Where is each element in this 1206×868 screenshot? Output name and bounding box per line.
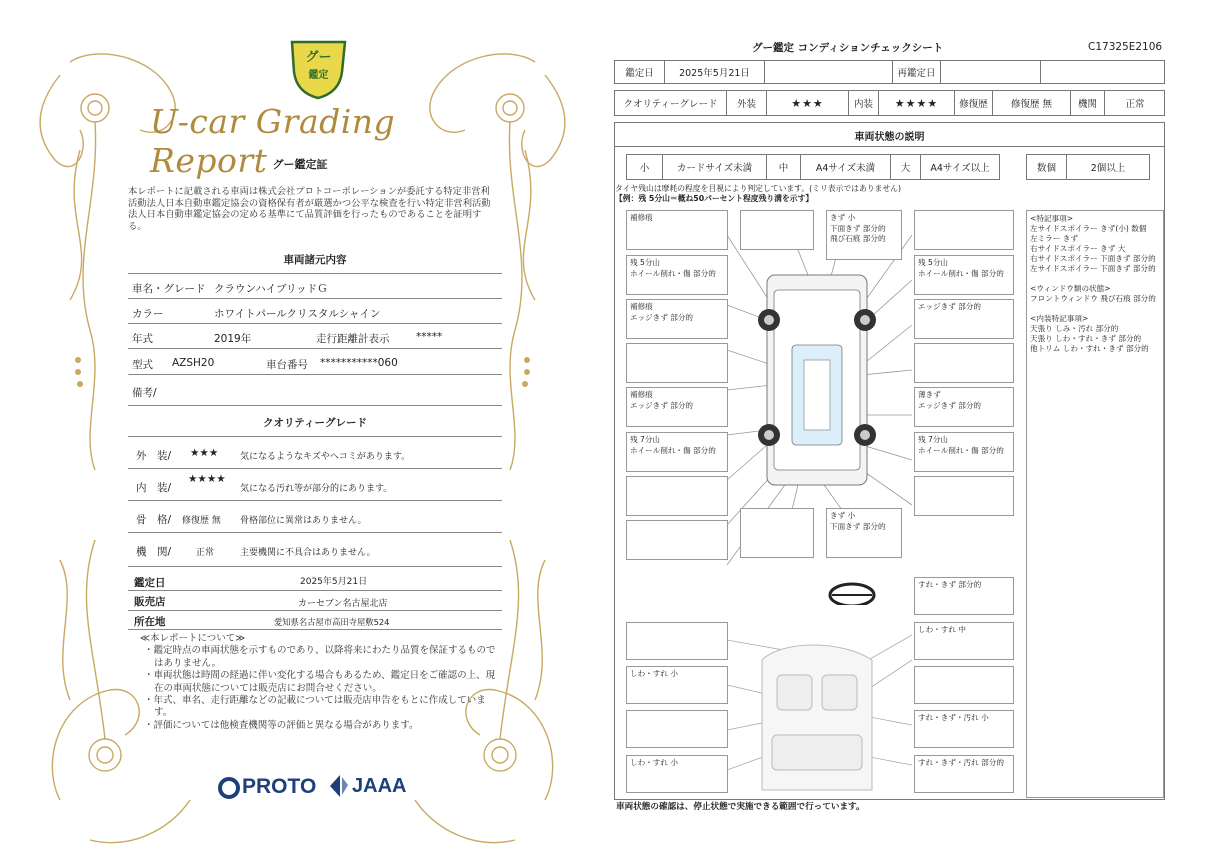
engine-label: 機関 <box>1071 91 1105 115</box>
annotation-right: 薄きず エッジきず 部分的 <box>914 387 1014 427</box>
shop-label: 販売店 <box>134 596 166 608</box>
repair-label: 修復歴 <box>955 91 993 115</box>
annotation-front-left <box>740 210 814 250</box>
mileage-label: 走行距離計表示 <box>316 333 390 345</box>
tire-note-2: 【例：残 5分山＝概ね50パーセント程度残り溝を示す】 <box>615 194 814 203</box>
annotation-right <box>914 476 1014 516</box>
annotation-right: 残 5分山 ホイール削れ・傷 部分的 <box>914 255 1014 295</box>
sheet-footer: 車両状態の確認は、停止状態で実施できる範囲で行っています。 <box>616 802 865 812</box>
name-value: クラウンハイブリッドＧ <box>214 283 328 295</box>
count-label: 数個 <box>1027 155 1067 179</box>
badge-label-2: 鑑定 <box>308 70 329 81</box>
annotation-right: 残 7分山 ホイール削れ・傷 部分的 <box>914 432 1014 472</box>
annotation-left <box>626 343 728 383</box>
proto-logo-icon <box>218 777 240 799</box>
count-legend <box>1026 154 1150 180</box>
note-item: ・車両状態は時間の経過に伴い変化する場合もあるため、鑑定日をご確認の上、現在の車両状態については販売店にお問合せください。 <box>144 670 496 694</box>
interior-annotation-right <box>914 666 1014 704</box>
note-item: ・評価については他検査機関等の評価と異なる場合があります。 <box>144 719 419 731</box>
interior-annotation-left <box>626 710 728 748</box>
tire-note-1: タイヤ残山は摩耗の程度を目視により判定しています。(ミリ表示ではありません) <box>615 184 901 193</box>
notes-heading: ≪本レポートについて≫ <box>140 633 246 644</box>
annotation-front: きず 小 下面きず 部分的 飛び石痕 部分的 <box>826 210 902 260</box>
badge-label-1: グー <box>305 50 332 65</box>
chassis-value: ***********060 <box>320 357 398 369</box>
condition-check-sheet <box>612 0 1206 868</box>
name-label: 車名・グレード <box>132 283 206 295</box>
annotation-rear-left <box>740 508 814 558</box>
state-heading: 車両状態の説明 <box>854 132 925 143</box>
engine-label: 機 関/ <box>136 546 172 558</box>
color-value: ホワイトパールクリスタルシャイン <box>214 308 381 320</box>
annotation-left <box>626 520 728 560</box>
date-row <box>614 60 1165 84</box>
annotation-left: 補修痕 エッジきず 部分的 <box>626 299 728 339</box>
grade-row <box>614 90 1165 116</box>
script-title: U-car Grading Report <box>150 102 396 180</box>
date-value: 2025年5月21日 <box>665 61 765 83</box>
sheet-title: グー鑑定 コンディションチェックシート <box>752 42 944 54</box>
annotation-left: 残 7分山 ホイール削れ・傷 部分的 <box>626 432 728 472</box>
jaaa-logo-icon <box>328 773 350 799</box>
annotation-left <box>626 476 728 516</box>
color-label: カラー <box>132 308 164 320</box>
quality-heading: クオリティーグレード <box>263 417 367 429</box>
steering-wheel-icon <box>830 584 874 605</box>
interior-annotation-left: しわ・すれ 小 <box>626 755 728 793</box>
address-value: 愛知県名古屋市高田寺屋敷524 <box>274 617 390 627</box>
model-value: AZSH20 <box>172 357 215 369</box>
model-label: 型式 <box>132 359 153 371</box>
engine-desc: 主要機関に不具合はありません。 <box>240 548 376 558</box>
interior-annotation-left: しわ・すれ 小 <box>626 666 728 704</box>
annotation-left: 補修痕 <box>626 210 728 250</box>
interior-annotation-right: すれ・きず 部分的 <box>914 577 1014 615</box>
address-label: 所在地 <box>134 616 166 628</box>
repair-value: 修復歴 無 <box>993 91 1071 115</box>
proto-logo: PROTO <box>242 775 317 798</box>
annotation-left: 残 5分山 ホイール削れ・傷 部分的 <box>626 255 728 295</box>
interior-desc: 気になる汚れ等が部分的にあります。 <box>240 484 393 494</box>
special-notes: <特記事項> 左サイドスポイラー きず(小) 数個 左ミラー きず 右サイドスポイラー きず 大 右サイドスポイラー 下面きず 部分的 左サイドスポイラー 下面きず 部分的 <ウィンドウ類の状態> フロントウィンドウ 飛び石痕 部分的 <内装特記事項> 天張り しみ・汚れ 部分的 天張り しわ・すれ・きず 部分的 他トリム しわ・すれ・きず 部分的 <box>1026 210 1164 798</box>
size-mid: 中 <box>767 155 801 179</box>
size-legend <box>626 154 1000 180</box>
jaaa-logo: JAAA <box>352 775 407 797</box>
interior-annotation-right: すれ・きず・汚れ 小 <box>914 710 1014 748</box>
int-stars: ★★★★ <box>879 91 955 115</box>
int-label: 内装 <box>849 91 879 115</box>
certificate-intro: 本レポートに記載される車両は株式会社プロトコーポレーションが委託する特定非営利活動法人日本自動車鑑定協会の資格保有者が厳選かつ公平な検査を行い特定非営利活動法人日本自動車鑑定協会の定める基準にて品質評価を行ったものであることを証明する。 <box>128 186 491 232</box>
frame-label: 骨 格/ <box>136 514 172 526</box>
ext-label: 外装 <box>727 91 767 115</box>
count-desc: 2個以上 <box>1090 163 1126 174</box>
exterior-stars: ★★★ <box>190 447 219 459</box>
annotation-right: エッジきず 部分的 <box>914 299 1014 339</box>
engine-value: 正常 <box>196 548 215 558</box>
interior-annotation-left <box>626 622 728 660</box>
annotation-rear: きず 小 下面きず 部分的 <box>826 508 902 558</box>
certificate-subtitle: グー鑑定証 <box>272 158 328 171</box>
grade-label: クオリティーグレード <box>615 91 727 115</box>
redate-label: 再鑑定日 <box>893 61 941 83</box>
exterior-label: 外 装/ <box>136 450 172 462</box>
annotation-right <box>914 210 1014 250</box>
interior-stars: ★★★★ <box>188 473 226 485</box>
interior-annotation-right: しわ・すれ 中 <box>914 622 1014 660</box>
ext-stars: ★★★ <box>767 91 849 115</box>
frame-desc: 骨格部位に異常はありません。 <box>240 516 367 526</box>
remarks-label: 備考/ <box>132 387 157 399</box>
date-value: 2025年5月21日 <box>300 577 368 587</box>
note-item: ・鑑定時点の車両状態を示すものであり、以降将来にわたり品質を保証するものではありません。 <box>144 645 496 669</box>
note-item: ・年式、車名、走行距離などの記載については販売店申告をもとに作成しています。 <box>144 695 486 719</box>
size-small: 小 <box>627 155 663 179</box>
size-mid-desc: A4サイズ未満 <box>801 155 891 179</box>
size-large-desc: A4サイズ以上 <box>930 163 990 174</box>
exterior-desc: 気になるようなキズやヘコミがあります。 <box>240 452 411 462</box>
annotation-right <box>914 343 1014 383</box>
certificate <box>0 0 600 868</box>
mileage-value: ***** <box>416 331 443 343</box>
interior-label: 内 装/ <box>136 482 172 494</box>
chassis-label: 車台番号 <box>266 359 308 371</box>
size-small-desc: カードサイズ未満 <box>663 155 767 179</box>
year-value: 2019年 <box>214 333 252 345</box>
engine-value: 正常 <box>1125 99 1145 110</box>
size-large: 大 <box>891 155 921 179</box>
shop-value: カーセブン名古屋北店 <box>298 599 388 609</box>
year-label: 年式 <box>132 333 153 345</box>
spec-heading: 車両諸元内容 <box>283 254 347 266</box>
interior-annotation-right: すれ・きず・汚れ 部分的 <box>914 755 1014 793</box>
report-notes <box>140 633 500 732</box>
sheet-code: C17325E2106 <box>1088 41 1163 53</box>
date-label: 鑑定日 <box>134 577 166 589</box>
annotation-left: 補修痕 エッジきず 部分的 <box>626 387 728 427</box>
date-label: 鑑定日 <box>615 61 665 83</box>
frame-value: 修復歴 無 <box>182 516 221 526</box>
